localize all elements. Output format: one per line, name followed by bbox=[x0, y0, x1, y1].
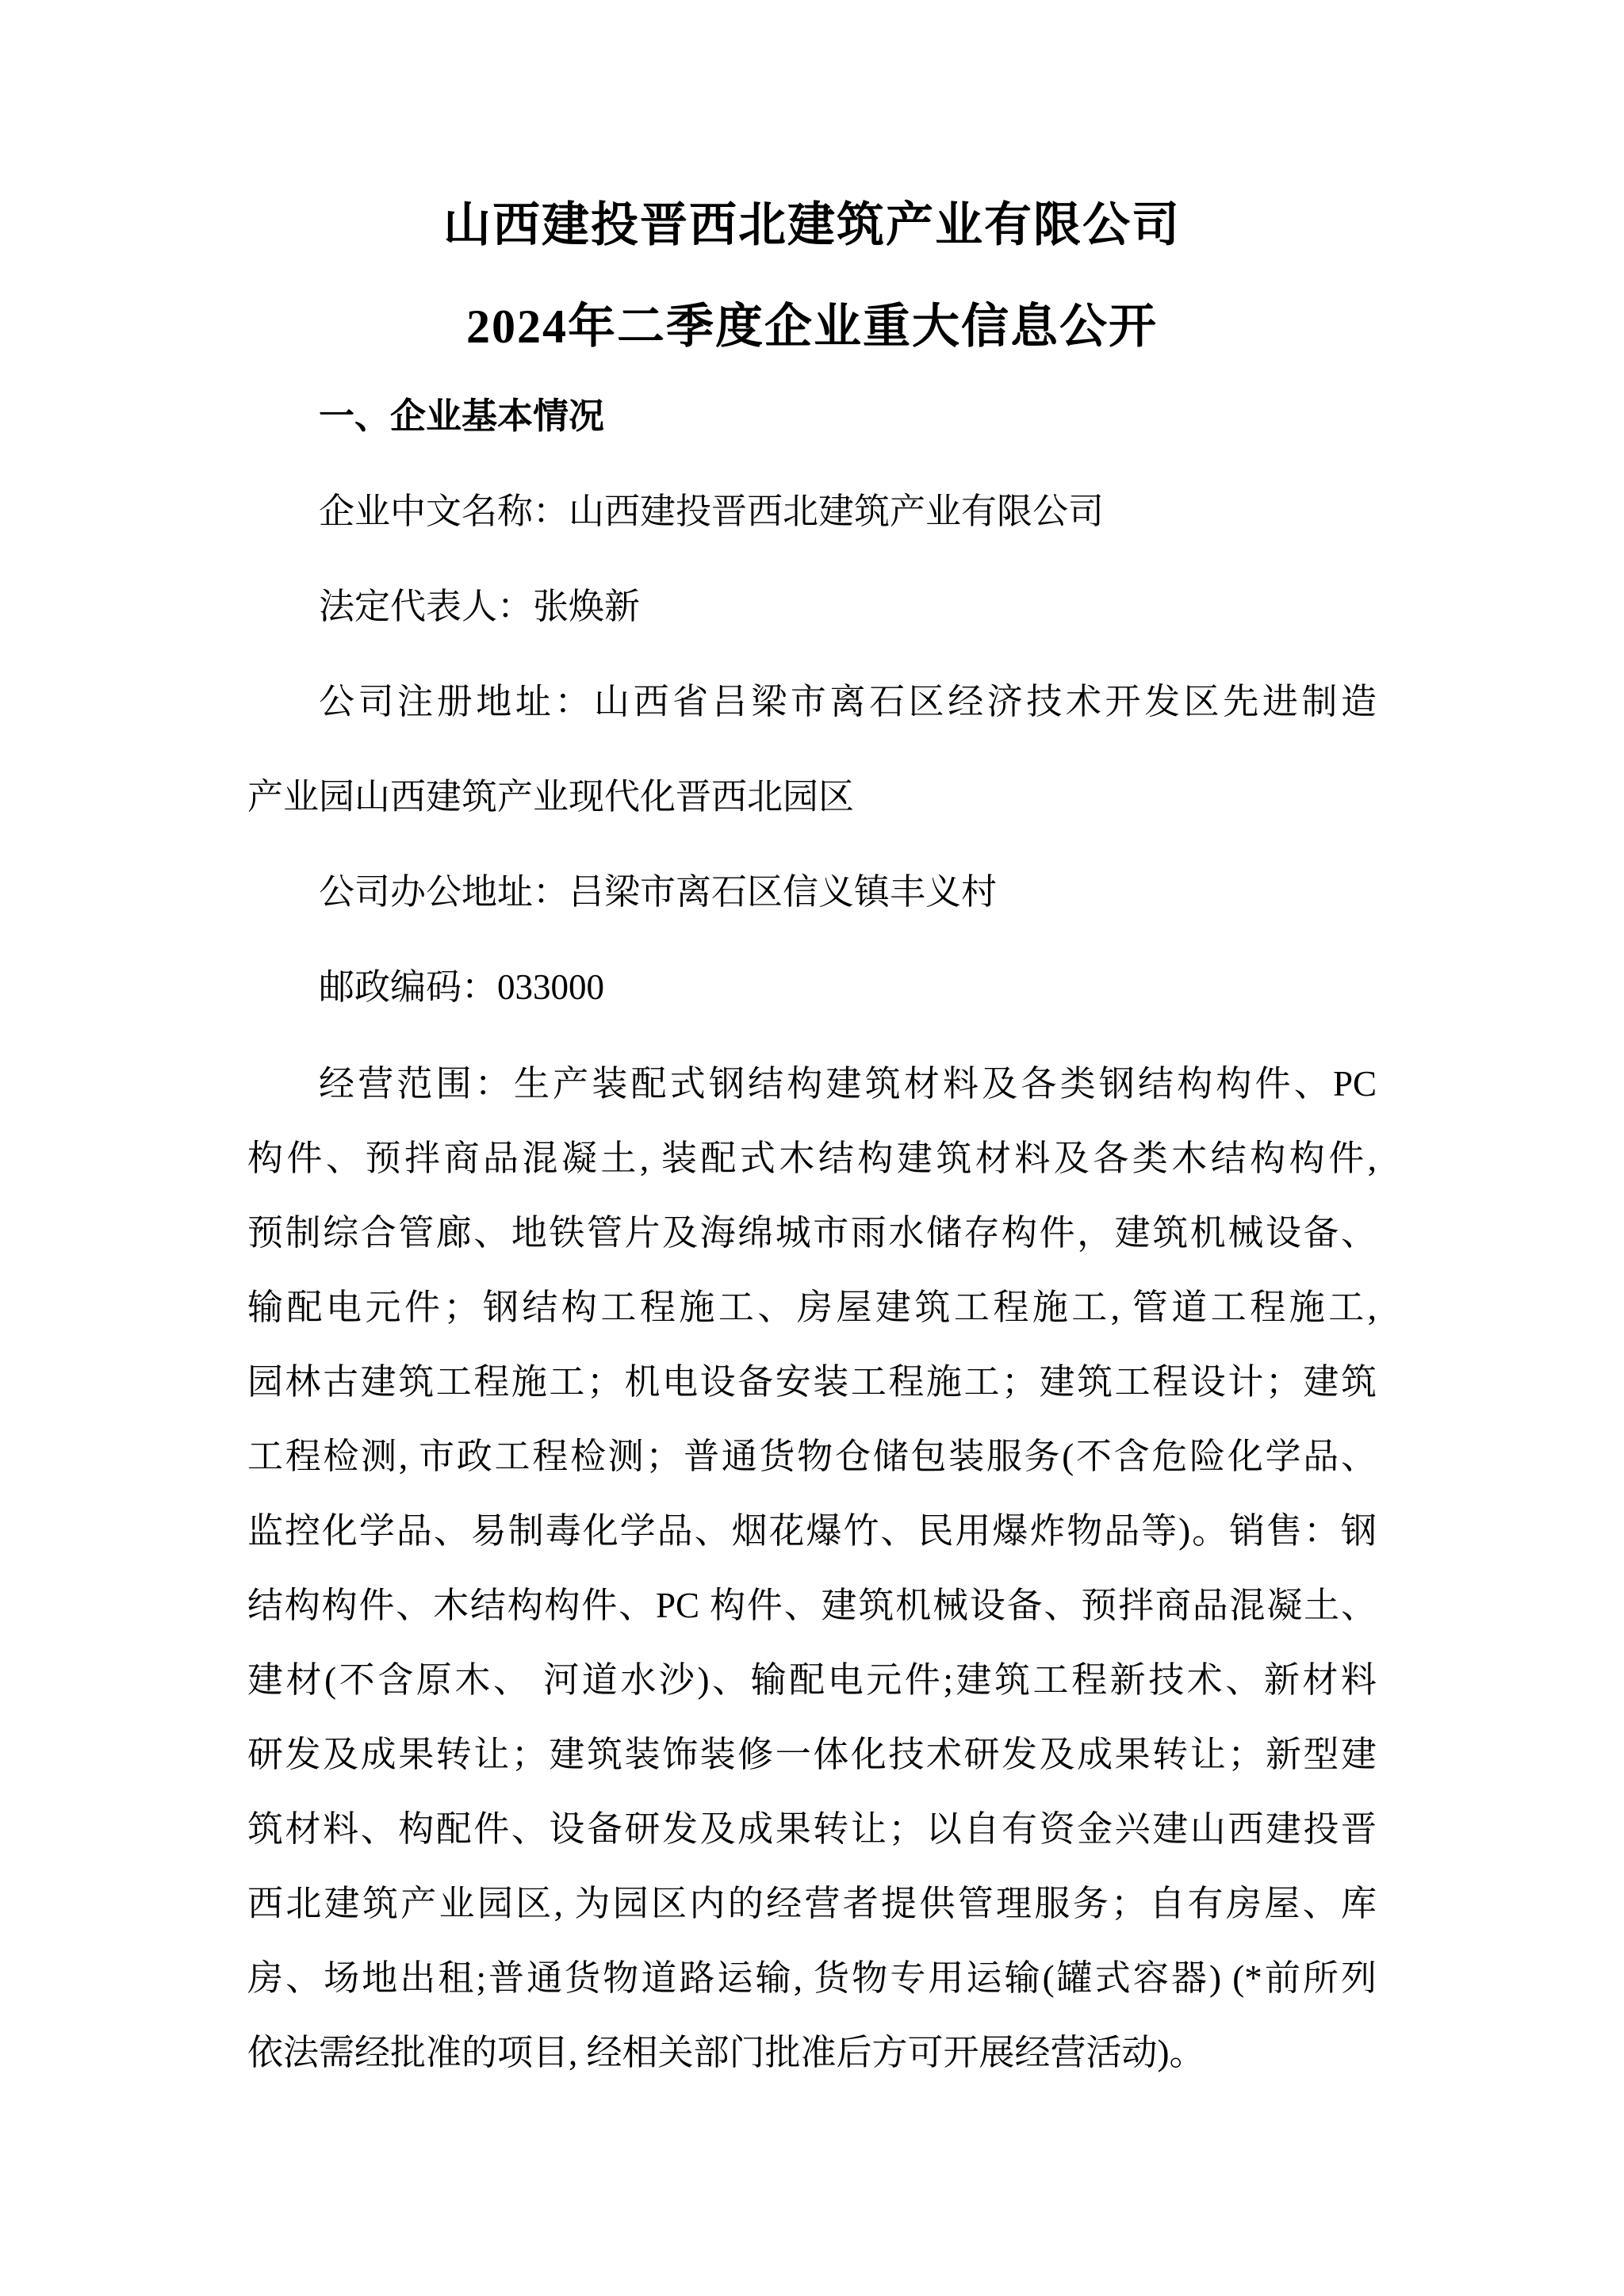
company-fields bbox=[247, 464, 1377, 1035]
scope-line: 研发及成果转让；建筑装饰装修一体化技术研发及成果转让；新型建 bbox=[247, 1735, 1377, 1774]
field-paragraph bbox=[247, 654, 1377, 844]
field-paragraph bbox=[247, 464, 1377, 559]
field-paragraph bbox=[247, 939, 1377, 1035]
field-line: 企业中文名称：山西建投晋西北建筑产业有限公司 bbox=[319, 492, 1105, 531]
field-line: 产业园山西建筑产业现代化晋西北园区 bbox=[247, 777, 855, 817]
scope-line: 结构构件、木结构构件、PC 构件、建筑机械设备、预拌商品混凝土、 bbox=[247, 1586, 1377, 1625]
scope-line: 构件、预拌商品混凝土, 装配式木结构建筑材料及各类木结构构件, bbox=[247, 1138, 1377, 1178]
scope-line: 经营范围：生产装配式钢结构建筑材料及各类钢结构构件、PC bbox=[319, 1064, 1377, 1104]
field-line: 法定代表人：张焕新 bbox=[319, 587, 641, 626]
document-title-line2: 2024年二季度企业重大信息公开 bbox=[466, 300, 1158, 353]
scope-line: 建材(不含原木、 河道水沙)、输配电元件;建筑工程新技术、新材料 bbox=[247, 1660, 1377, 1700]
field-line: 公司注册地址：山西省吕梁市离石区经济技术开发区先进制造 bbox=[319, 682, 1377, 721]
document-title-line1: 山西建投晋西北建筑产业有限公司 bbox=[443, 199, 1181, 251]
scope-line: 房、场地出租;普通货物道路运输, 货物专用运输(罐式容器) (*前所列 bbox=[247, 1958, 1377, 1998]
field-paragraph bbox=[247, 559, 1377, 654]
scope-line: 园林古建筑工程施工；机电设备安装工程施工；建筑工程设计；建筑 bbox=[247, 1362, 1377, 1402]
business-scope bbox=[247, 1047, 1377, 2090]
scope-line: 筑材料、构配件、设备研发及成果转让；以自有资金兴建山西建投晋 bbox=[247, 1809, 1377, 1849]
scope-line: 预制综合管廊、地铁管片及海绵城市雨水储存构件，建筑机械设备、 bbox=[247, 1213, 1377, 1253]
field-line: 邮政编码：033000 bbox=[319, 967, 605, 1007]
field-paragraph bbox=[247, 844, 1377, 939]
field-line: 公司办公地址：吕梁市离石区信义镇丰义村 bbox=[319, 872, 998, 912]
scope-line: 监控化学品、易制毒化学品、烟花爆竹、民用爆炸物品等)。销售：钢 bbox=[247, 1511, 1377, 1551]
section-heading-basic-info: 一、企业基本情况 bbox=[319, 396, 605, 436]
scope-line: 依法需经批准的项目, 经相关部门批准后方可开展经营活动)。 bbox=[247, 2033, 1205, 2072]
scope-line: 西北建筑产业园区, 为园区内的经营者提供管理服务；自有房屋、库 bbox=[247, 1884, 1377, 1923]
scope-line: 工程检测, 市政工程检测；普通货物仓储包装服务(不含危险化学品、 bbox=[247, 1437, 1377, 1476]
scope-line: 输配电元件；钢结构工程施工、房屋建筑工程施工, 管道工程施工, bbox=[247, 1288, 1377, 1327]
